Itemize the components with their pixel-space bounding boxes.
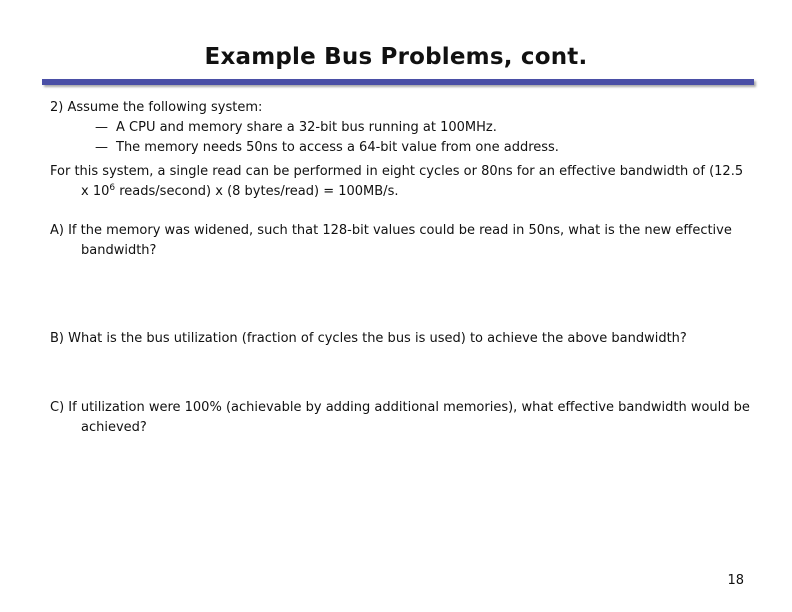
- explanation-text: For this system, a single read can be performed in eight cycles or 80ns for an effective bandwidth of (12.5 x 10: [50, 164, 744, 199]
- problem-intro: 2) Assume the following system:: [50, 100, 263, 115]
- title-divider: [42, 79, 754, 85]
- exponent: 6: [109, 183, 116, 193]
- bandwidth-explanation: [50, 162, 750, 202]
- question-b: B) What is the bus utilization (fraction of cycles the bus is used) to achieve the above bandwidth?: [50, 331, 687, 346]
- explanation-text-end: reads/second) x (8 bytes/read) = 100MB/s.: [115, 184, 399, 199]
- assumption-text: The memory needs 50ns to access a 64-bit value from one address.: [116, 140, 559, 155]
- question-a: A) If the memory was widened, such that 128-bit values could be read in 50ns, what is the new effective bandwidth?: [50, 223, 732, 258]
- dash-bullet: —: [95, 140, 108, 155]
- system-assumptions-list: [50, 118, 750, 158]
- assumption-text: A CPU and memory share a 32-bit bus running at 100MHz.: [116, 120, 497, 135]
- assumption-item: [50, 138, 750, 158]
- dash-bullet: —: [95, 120, 108, 135]
- page-number: 18: [727, 573, 744, 588]
- slide-title: Example Bus Problems, cont.: [204, 44, 588, 70]
- question-c: C) If utilization were 100% (achievable by adding additional memories), what effective bandwidth would be achieved?: [50, 400, 750, 435]
- slide-body: [50, 98, 750, 438]
- assumption-item: [50, 118, 750, 138]
